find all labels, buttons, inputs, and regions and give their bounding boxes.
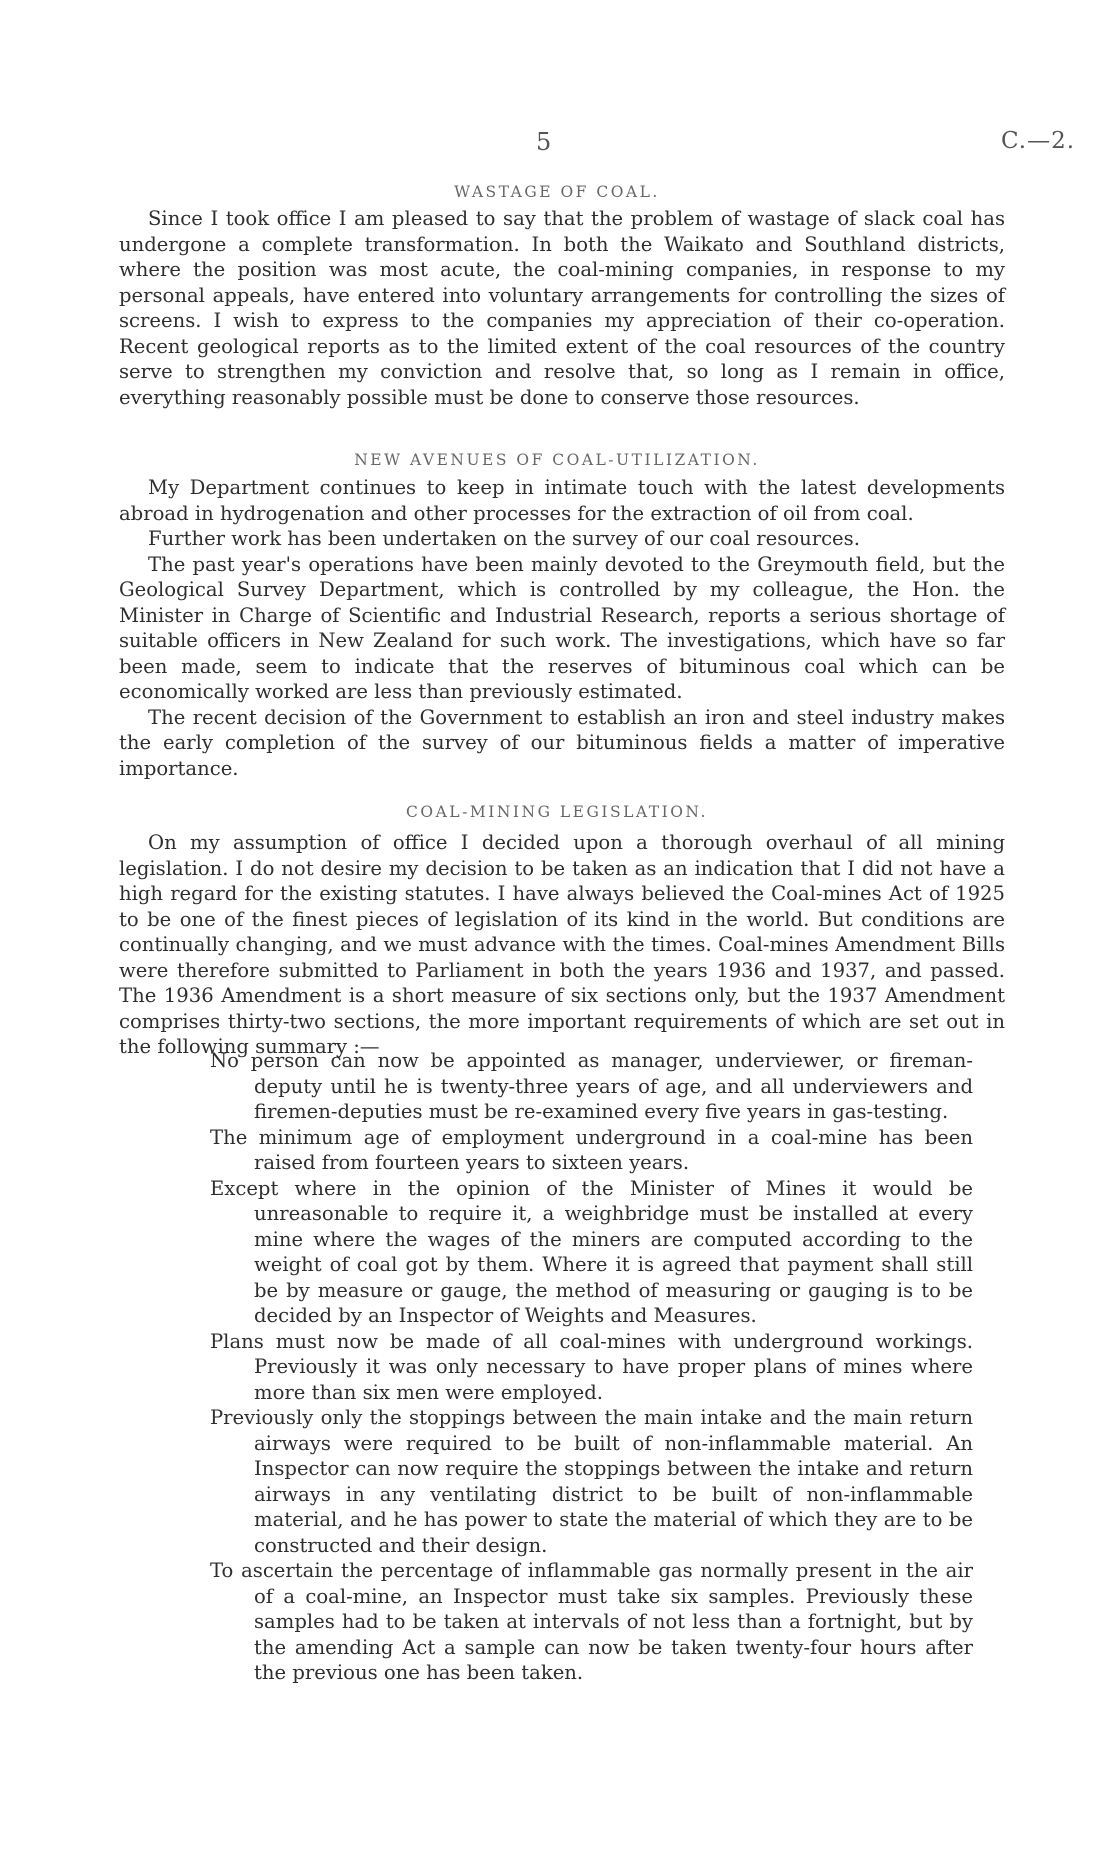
page-number: 5	[536, 128, 552, 156]
paragraph: The recent decision of the Government to establish an iron and steel industry makes the early completion of the survey of our bituminous fields a matter of imperative importance.	[119, 705, 1005, 780]
section-heading-new-avenues: NEW AVENUES OF COAL-UTILIZATION.	[354, 451, 760, 469]
section-body-wastage-of-coal	[119, 206, 1005, 410]
page-reference: C.—2.	[1001, 128, 1076, 154]
section-body-new-avenues	[119, 475, 1005, 781]
summary-item: Plans must now be made of all coal-mines with underground workings. Previously it was only necessary to have proper plans of mines where more than six men were employed.	[210, 1329, 973, 1404]
summary-item: No person can now be appointed as manager, underviewer, or fireman-deputy until he is twenty-three years of age, and all underviewers and firemen-deputies must be re-examined every five years in gas-testing.	[210, 1049, 973, 1123]
summary-item: To ascertain the percentage of inflammable gas normally present in the air of a coal-mine, an Inspector must take six samples. Previously these samples had to be taken at intervals of not less than a fortnight, but by the amending Act a sample can now be taken twenty-four hours after the previous one has been taken.	[210, 1559, 973, 1684]
paragraph: Since I took office I am pleased to say that the problem of wastage of slack coal has undergone a complete transformation. In both the Waikato and Southland districts, where the position was most acute, the coal-mining companies, in response to my personal appeals, have entered into voluntary arrangements for controlling the sizes of screens. I wish to express to the companies my appreciation of their co-operation. Recent geological reports as to the limited extent of the coal resources of the country serve to strengthen my conviction and resolve that, so long as I remain in office, everything reasonably possible must be done to conserve those resources.	[119, 207, 1005, 409]
section-body-coal-mining-legislation	[119, 830, 1005, 1060]
paragraph: On my assumption of office I decided upon a thorough overhaul of all mining legislation. I do not desire my decision to be taken as an indication that I did not have a high regard for the existing statutes. I have always believed the Coal-mines Act of 1925 to be one of the finest pieces of legislation of its kind in the world. But conditions are continually changing, and we must advance with the times. Coal-mines Amendment Bills were therefore submitted to Parliament in both the years 1936 and 1937, and passed. The 1936 Amendment is a short measure of six sections only, but the 1937 Amendment comprises thirty-two sections, the more important requirements of which are set out in the following summary :—	[119, 831, 1005, 1058]
paragraph: The past year's operations have been mainly devoted to the Greymouth field, but the Geological Survey Department, which is controlled by my colleague, the Hon. the Minister in Charge of Scientific and Industrial Research, reports a serious shortage of suitable officers in New Zealand for such work. The investigations, which have so far been made, seem to indicate that the reserves of bituminous coal which can be economically worked are less than previously estimated.	[119, 552, 1005, 703]
section-heading-coal-mining-legislation: COAL-MINING LEGISLATION.	[406, 803, 708, 821]
legislation-summary-list	[210, 1048, 973, 1686]
paragraph: My Department continues to keep in intimate touch with the latest developments abroad in hydrogenation and other processes for the extraction of oil from coal.	[119, 476, 1005, 525]
summary-item: Except where in the opinion of the Minister of Mines it would be unreasonable to require it, a weighbridge must be installed at every mine where the wages of the miners are computed according to the weight of coal got by them. Where it is agreed that payment shall still be by measure or gauge, the method of measuring or gauging is to be decided by an Inspector of Weights and Measures.	[210, 1176, 973, 1327]
paragraph: Further work has been undertaken on the survey of our coal resources.	[148, 527, 860, 550]
summary-item: Previously only the stoppings between the main intake and the main return airways were required to be built of non-inflammable material. An Inspector can now require the stoppings between the intake and return airways in any ventilating district to be built of non-inflammable material, and he has power to state the material of which they are to be constructed and their design.	[210, 1406, 973, 1557]
section-heading-wastage-of-coal: WASTAGE OF COAL.	[454, 183, 660, 201]
summary-item: The minimum age of employment underground in a coal-mine has been raised from fourteen years to sixteen years.	[210, 1125, 973, 1174]
